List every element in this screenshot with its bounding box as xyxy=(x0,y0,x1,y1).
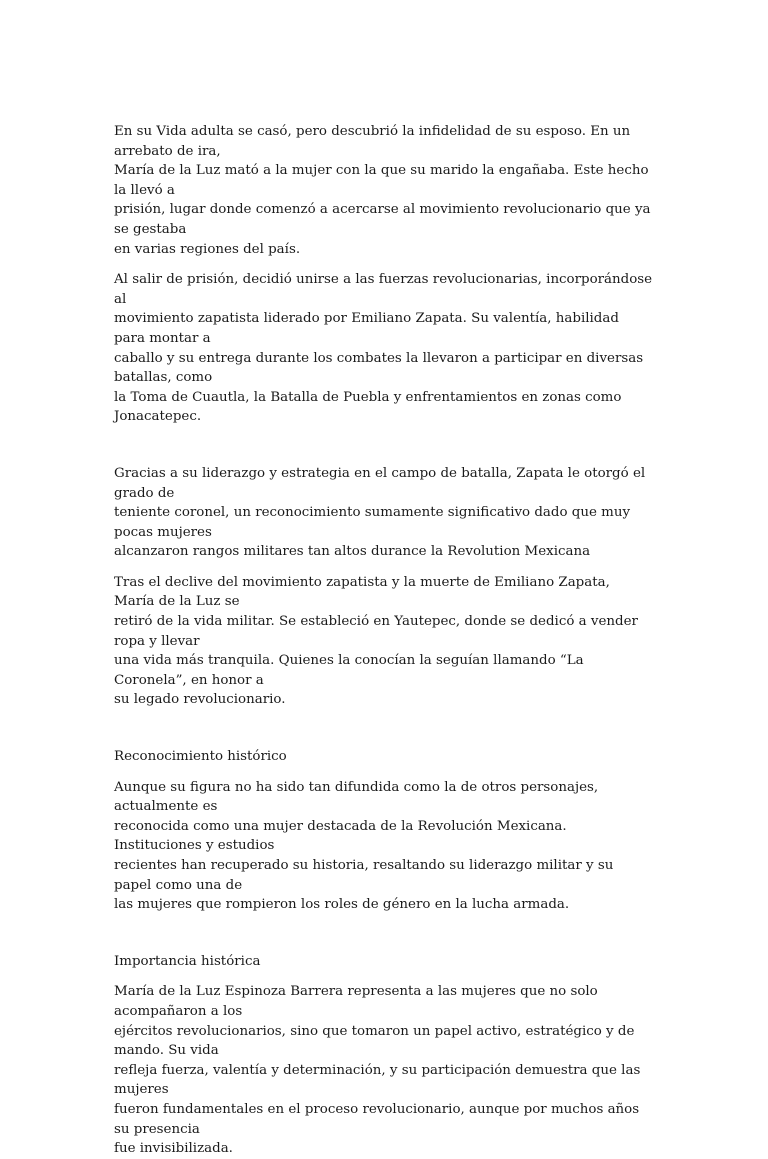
paragraph-joining-revolution: Al salir de prisión, decidió unirse a las fuerzas revolucionarias, incorporándose al movimiento zapatista liderado por Emiliano Zapata. Su valentía, habilidad para montar a caballo y su entrega durante los combates la llevaron a participar en diversas batallas, como la Toma de Cuautla, la Batalla de Puebla y enfrentamientos en zonas como Jonacatepec. xyxy=(114,272,653,425)
paragraph-marriage: En su Vida adulta se casó, pero descubrió la infidelidad de su esposo. En un arrebato de ira, María de la Luz mató a la mujer con la que su marido la engañaba. Este hecho la llevó a prisión, lugar donde comenzó a acercarse al movimiento revolucionario que ya se gestaba en varias regiones del país. xyxy=(114,124,651,257)
paragraph-rank: Gracias a su liderazgo y estrategia en el campo de batalla, Zapata le otorgó el grado de teniente coronel, un reconocimiento sumamente significativo dado que muy pocas mujeres alcanzaron rangos militares tan altos durance la Revolution Mexicana xyxy=(114,465,646,560)
document-body xyxy=(114,122,654,1159)
heading-recognition: Reconocimiento histórico xyxy=(114,749,287,765)
paragraph-recognition: Aunque su figura no ha sido tan difundida como la de otros personajes, actualmente es reconocida como una mujer destacada de la Revolución Mexicana. Instituciones y estudios recientes han recuperado su historia, resaltando su liderazgo militar y su papel como una de las mujeres que rompieron los roles de género en la lucha armada. xyxy=(114,779,614,913)
heading-importance: Importancia histórica xyxy=(114,953,261,969)
paragraph-importance: María de la Luz Espinoza Barrera representa a las mujeres que no solo acompañaron a los ejércitos revolucionarios, sino que tomaron un papel activo, estratégico y de mando. Su vida refleja fuerza, valentía y determinación, y su participación demuestra que las mujeres fueron fundamentales en el proceso revolucionario, aunque por muchos años su presencia fue invisibilizada. xyxy=(114,984,641,1157)
paragraph-retirement: Tras el declive del movimiento zapatista y la muerte de Emiliano Zapata, María de la Luz se retiró de la vida militar. Se estableció en Yautepec, donde se dedicó a vender ropa y llevar una vida más tranquila. Quienes la conocían la seguían llamando “La Coronela”, en honor a su legado revolucionario. xyxy=(114,574,638,708)
